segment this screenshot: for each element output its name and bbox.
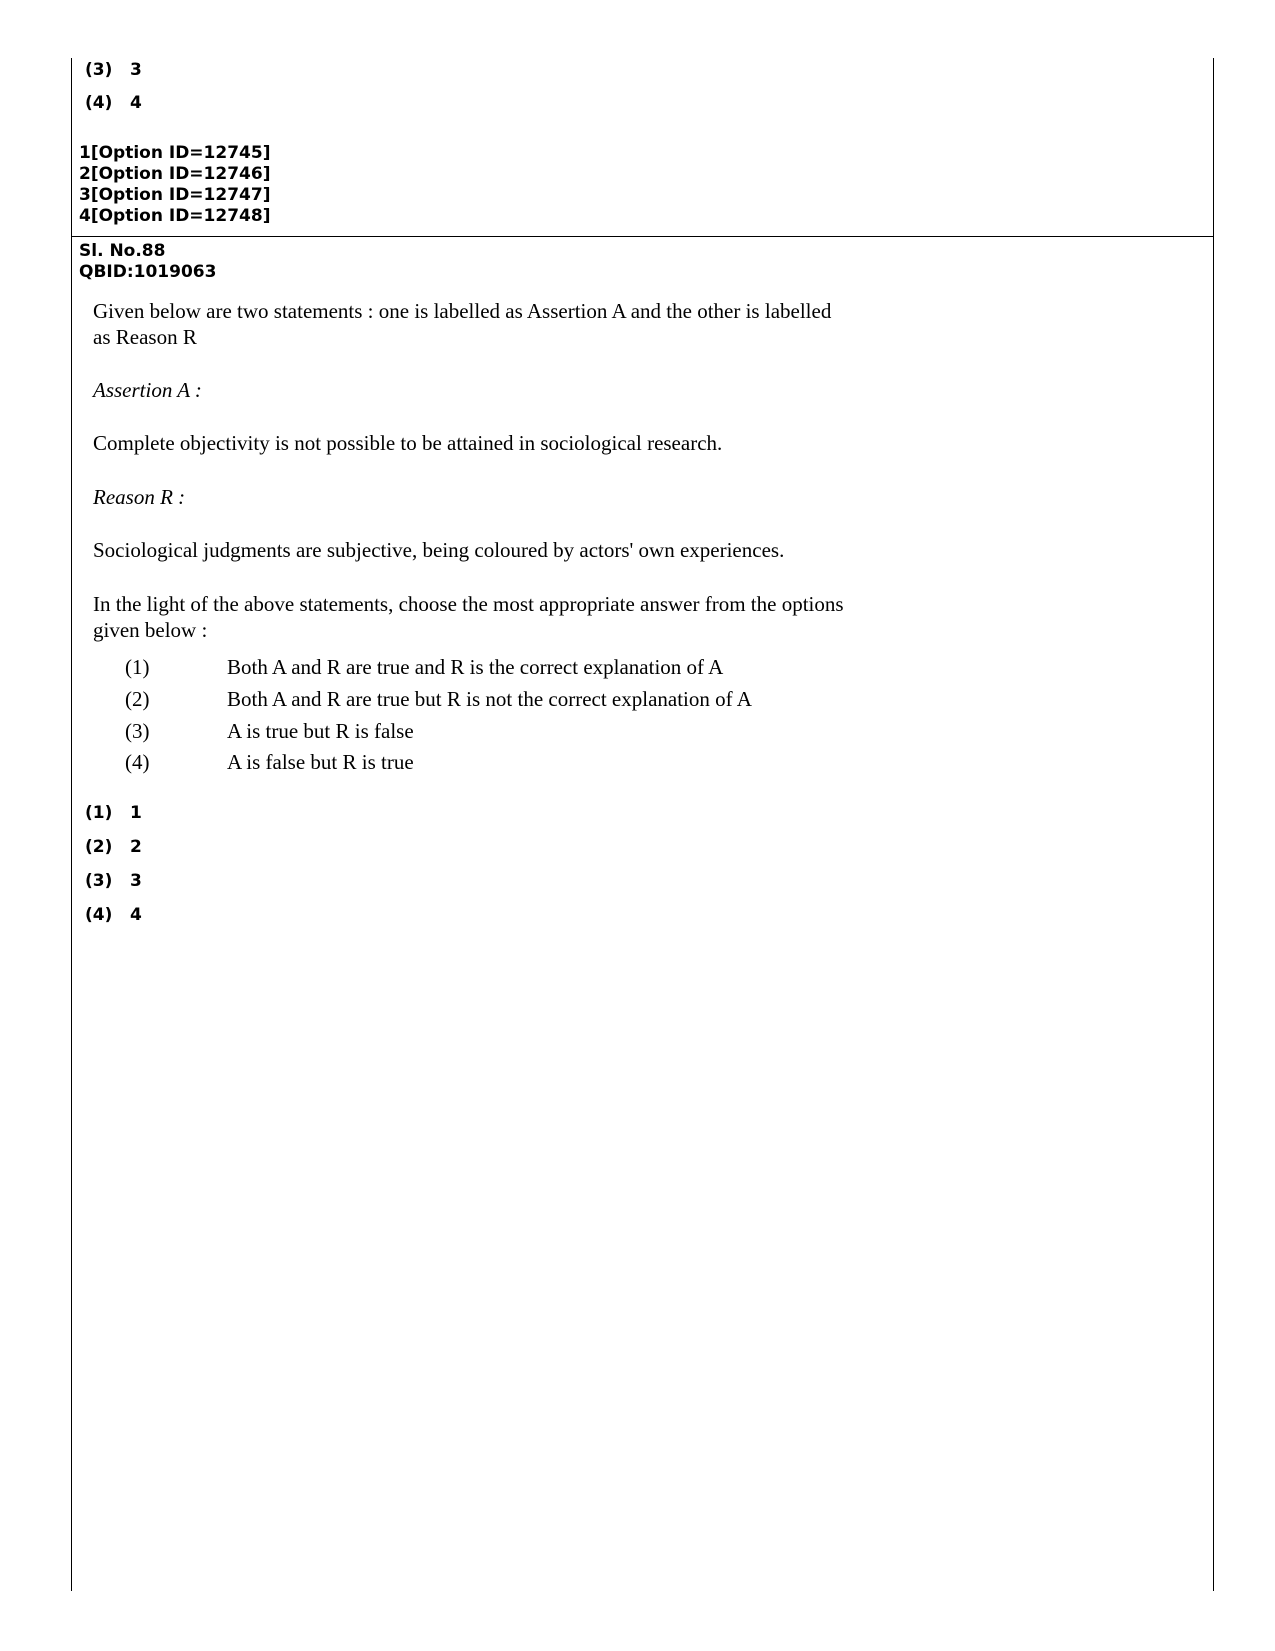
choice-number: (1) (125, 655, 150, 679)
answer-option-value: 2 (130, 837, 142, 857)
answer-option-value: 4 (130, 93, 142, 113)
option-id: 1[Option ID=12745] (79, 143, 271, 163)
choice-text: Both A and R are true and R is the correct explanation of A (227, 655, 724, 679)
answer-option (85, 871, 142, 892)
answer-option-value: 1 (130, 803, 142, 823)
choice-text: A is false but R is true (227, 750, 414, 774)
answer-option (85, 60, 142, 81)
answer-option-value: 3 (130, 871, 142, 891)
option-id: 4[Option ID=12748] (79, 206, 271, 226)
option-id: 3[Option ID=12747] (79, 185, 271, 205)
answer-option-number: (4) (85, 93, 113, 113)
reason-label: Reason R : (93, 485, 186, 509)
option-id: 2[Option ID=12746] (79, 164, 271, 184)
answer-option-number: (1) (85, 803, 113, 823)
qbid: QBID:1019063 (79, 262, 217, 282)
choice-text: Both A and R are true but R is not the correct explanation of A (227, 687, 752, 711)
answer-option-number: (3) (85, 60, 113, 80)
answer-option-number: (2) (85, 837, 113, 857)
choice-item (125, 718, 414, 744)
answer-option (85, 905, 142, 926)
question-intro (93, 298, 831, 350)
choice-item (125, 654, 723, 680)
question-header (79, 241, 216, 283)
choice-item (125, 686, 752, 712)
page-frame-right-border (1213, 58, 1214, 1591)
answer-option (85, 803, 142, 824)
choice-text: A is true but R is false (227, 719, 414, 743)
answer-option (85, 837, 142, 858)
question-divider (71, 236, 1214, 237)
assertion-text: Complete objectivity is not possible to be attained in sociological research. (93, 431, 723, 455)
choice-item (125, 749, 414, 775)
option-id-list (79, 143, 270, 227)
answer-option-number: (3) (85, 871, 113, 891)
reason-text: Sociological judgments are subjective, being coloured by actors' own experiences. (93, 538, 785, 562)
question-instruction-line: In the light of the above statements, choose the most appropriate answer from the options (93, 592, 844, 616)
question-intro-line: Given below are two statements : one is labelled as Assertion A and the other is labelled (93, 299, 832, 323)
choice-number: (4) (125, 750, 150, 774)
serial-number: Sl. No.88 (79, 241, 166, 261)
choice-number: (2) (125, 687, 150, 711)
answer-option-value: 3 (130, 60, 142, 80)
question-instruction (93, 591, 844, 643)
page-frame-left-border (71, 58, 72, 1591)
answer-option-value: 4 (130, 905, 142, 925)
answer-option-number: (4) (85, 905, 113, 925)
choice-number: (3) (125, 719, 150, 743)
answer-option (85, 93, 142, 114)
question-intro-line: as Reason R (93, 325, 197, 349)
assertion-label: Assertion A : (93, 378, 202, 402)
question-instruction-line: given below : (93, 618, 208, 642)
